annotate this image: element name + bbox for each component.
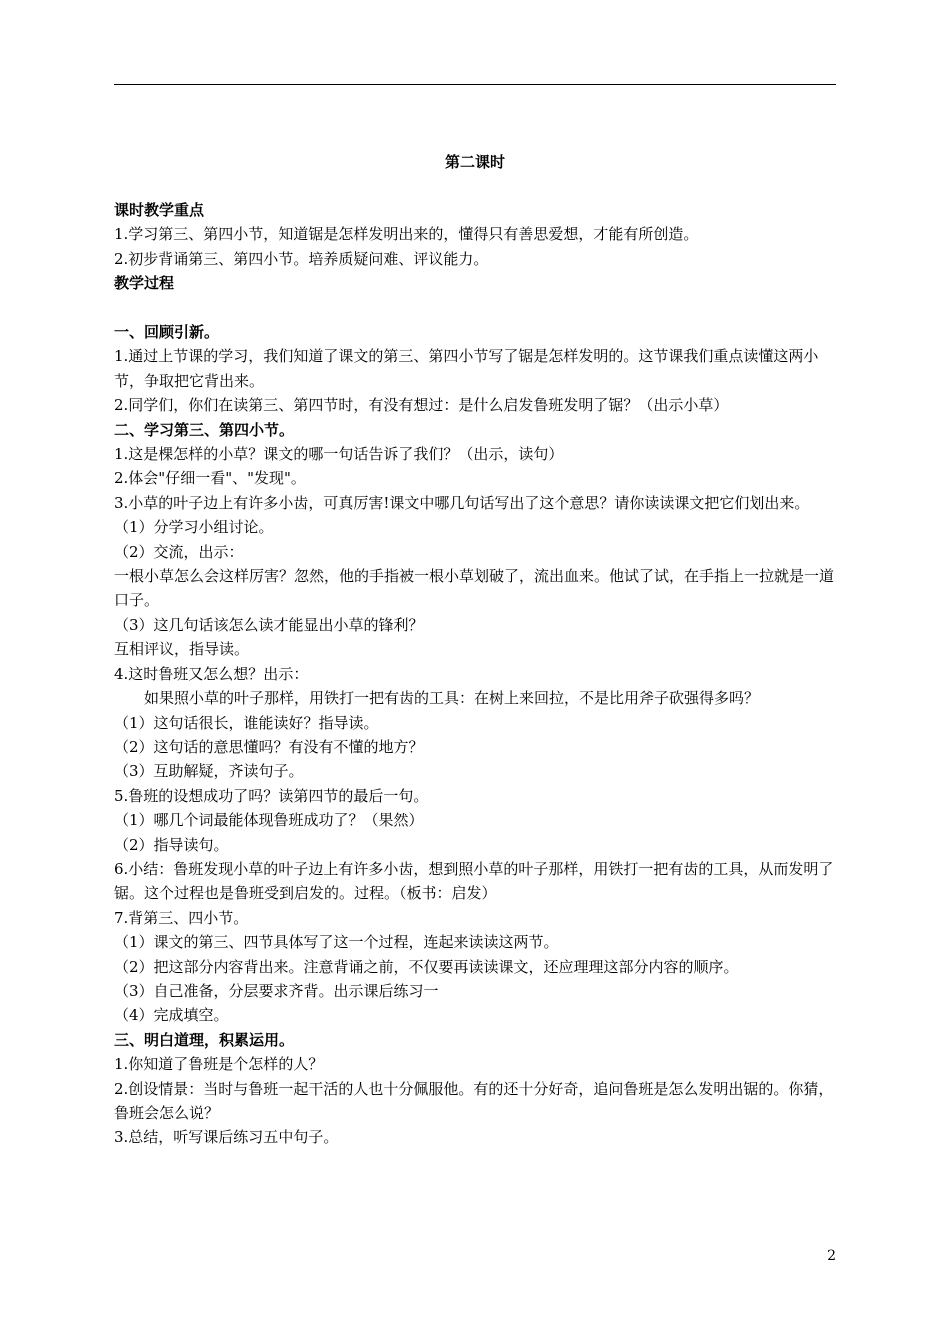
section-heading: 一、回顾引新。 [114, 323, 220, 342]
paragraph: （4）完成填空。 [114, 1006, 229, 1025]
page-number: 2 [827, 1248, 836, 1264]
paragraph: （2）交流，出示： [114, 542, 244, 561]
paragraph: （1）这句话很长，谁能读好？指导读。 [114, 713, 379, 732]
paragraph: 互相评议，指导读。 [114, 640, 250, 659]
paragraph: 1.这是棵怎样的小草？课文的哪一句话告诉了我们？（出示，读句） [114, 445, 564, 464]
section-heading: 教学过程 [114, 274, 175, 293]
section-title: 第二课时 [444, 153, 505, 171]
paragraph: （2）这句话的意思懂吗？有没有不懂的地方？ [114, 737, 424, 756]
paragraph: （2）指导读句。 [114, 835, 229, 854]
paragraph: 5.鲁班的设想成功了吗？读第四节的最后一句。 [114, 786, 429, 805]
paragraph: 3.小草的叶子边上有许多小齿，可真厉害!课文中哪几句话写出了这个意思？请你读读课文把它们划出来。 [114, 493, 810, 512]
paragraph: 2.体会"仔细一看"、"发现"。 [114, 469, 306, 488]
section-heading: 三、明白道理，积累运用。 [114, 1030, 295, 1049]
header-rule [114, 84, 836, 85]
blank-line [114, 296, 842, 320]
paragraph: 2.初步背诵第三、第四小节。培养质疑问难、评议能力。 [114, 249, 489, 268]
paragraph: 3.总结，听写课后练习五中句子。 [114, 1128, 339, 1147]
paragraph: 4.这时鲁班又怎么想？出示： [114, 664, 309, 683]
section-heading: 课时教学重点 [114, 201, 205, 219]
paragraph: （3）自己准备，分层要求齐背。出示课后练习一 [114, 981, 439, 1000]
paragraph: （2）把这部分内容背出来。注意背诵之前，不仅要再读读课文，还应理理这部分内容的顺序。 [114, 957, 739, 976]
paragraph: （1）哪几个词最能体现鲁班成功了？（果然） [114, 811, 424, 830]
paragraph: （1）课文的第三、四节具体写了这一个过程，连起来读读这两节。 [114, 933, 559, 952]
paragraph: 2.同学们，你们在读第三、第四节时，有没有想过：是什么启发鲁班发明了锯？（出示小草） [114, 396, 729, 415]
paragraph: 7.背第三、四小节。 [114, 908, 249, 927]
paragraph: （3）互助解疑，齐读句子。 [114, 762, 304, 781]
paragraph: 6.小结：鲁班发现小草的叶子边上有许多小齿，想到照小草的叶子那样，用铁打一把有齿的工具，从而发明了锯。这个过程也是鲁班受到启发的。过程。（板书：启发） [114, 859, 834, 903]
paragraph: 一根小草怎么会这样厉害？忽然，他的手指被一根小草划破了，流出血来。他试了试，在手指上一拉就是一道口子。 [114, 567, 835, 610]
paragraph: 2.创设情景：当时与鲁班一起干活的人也十分佩服他。有的还十分好奇，追问鲁班是怎么发明出锯的。你猜，鲁班会怎么说？ [114, 1079, 834, 1123]
paragraph: 1.学习第三、第四小节，知道锯是怎样发明出来的，懂得只有善思爱想，才能有所创造。 [114, 225, 699, 244]
paragraph: （1）分学习小组讨论。 [114, 518, 274, 537]
paragraph: （3）这几句话该怎么读才能显出小草的锋利？ [114, 615, 424, 634]
paragraph: 1.通过上节课的学习，我们知道了课文的第三、第四小节写了锯是怎样发明的。这节课我们重点读懂这两小节，争取把它背出来。 [114, 347, 819, 390]
section-heading: 二、学习第三、第四小节。 [114, 420, 295, 439]
paragraph: 如果照小草的叶子那样，用铁打一把有齿的工具：在树上来回拉，不是比用斧子砍强得多吗？ [144, 689, 760, 708]
lesson-body [114, 198, 842, 1150]
paragraph: 1.你知道了鲁班是个怎样的人？ [114, 1055, 324, 1074]
